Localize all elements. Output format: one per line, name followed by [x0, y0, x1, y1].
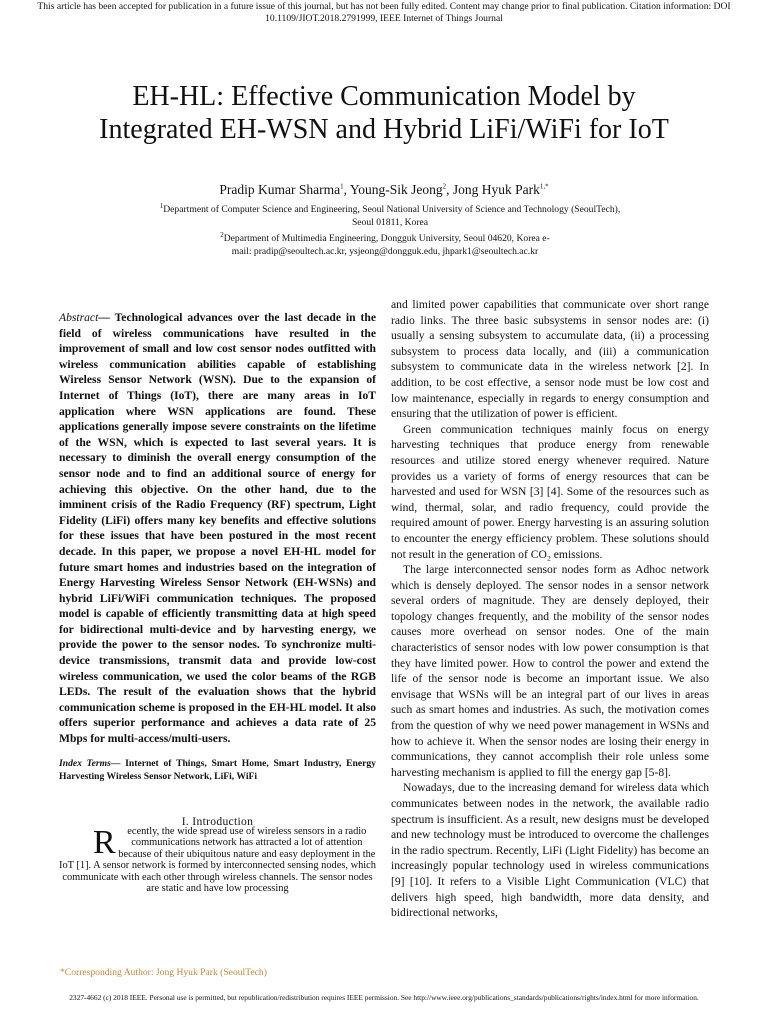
abstract-text: — Technological advances over the last decade in the field of wireless communications have resulted in the improvement of small and low cost sensor nodes outfitted with wireless communication abilities capable of establishing Wireless Sensor Network (WSN). Due to the expansion of Internet of Things (IoT), there are many areas in IoT application where WSN applications are found. These applications generally impose severe constraints on the lifetime of the WSN, which is expected to last several years. It is necessary to diminish the overall energy consumption of the sensor node and to find an additional source of energy for achieving this objective. On the other hand, due to the imminent crisis of the Radio Frequency (RF) spectrum, Light Fidelity (LiFi) offers many key benefits and effective solutions for these issues that have been postured in the most recent decade. In this paper, we propose a novel EH-HL model for future smart homes and industries based on the integration of Energy Harvesting Wireless Sensor Network (EH-WSNs) and hybrid LiFi/WiFi communication techniques. The proposed model is capable of efficiently transmitting data at high speed for bidirectional multi-device and by harvesting energy, we provide the power to the sensor nodes. To synchronize multi-device transmissions, transmit data and provide low-cost wireless communication, we used the color beams of the RGB LEDs. The result of the evaluation shows that the hybrid communication scheme is proposed in the EH-HL model. It also offers superior performance and achieves a data rate of 25 Mbps for multi-access/multi-users.: [59, 311, 376, 746]
abstract: [59, 310, 376, 747]
corresponding-author-note: *Corresponding Author: Jong Hyuk Park (SeoulTech): [60, 967, 267, 978]
affiliation-2-marker: 2: [220, 230, 224, 239]
author-1-affil: 1: [340, 182, 344, 191]
introduction-paragraph: [59, 826, 376, 894]
affiliation-1-line1: Department of Computer Science and Engineering, Seoul National University of Science and Technology (SeoulTech),: [163, 204, 621, 215]
drop-cap: R: [93, 824, 116, 861]
body-paragraph: and limited power capabilities that communicate over short range radio links. The three basic subsystems in sensor nodes are: (i) usually a sensing subsystem to accumulate data, (ii) a processing subsystem to process data locally, and (iii) a communication subsystem to communicate data in the wireless network [2]. In addition, to be cost effective, a sensor node must be low cost and low maintenance, especially in regards to energy consumption and ensuring that the utilization of power is efficient.: [391, 298, 709, 421]
paper-title: [0, 80, 768, 146]
body-paragraph: Nowadays, due to the increasing demand for wireless data which communicates between nodes in the network, the available radio spectrum is insufficient. As a result, new designs must be developed and new technology must be introduced to overcome the challenges in the radio spectrum. Recently, LiFi (Light Fidelity) has become an increasingly popular technology used in wireless communications [9] [10]. It refers to a Visible Light Communication (VLC) that delivers high speed, high bandwidth, more data density, and bidirectional networks,: [391, 781, 709, 920]
index-terms: [59, 758, 376, 784]
publication-notice: [0, 1, 768, 25]
copyright-footer: 2327-4662 (c) 2018 IEEE. Personal use is permitted, but republication/redistribution requires IEEE permission. See http://www.ieee.org/publications_standards/publications/rights/index.html for more information.: [69, 993, 699, 1002]
body-paragraph: The large interconnected sensor nodes form as Adhoc network which is densely deployed. The sensor nodes in a sensor network several orders of magnitude. They are densely deployed, their topology changes frequently, and the mobility of the sensor nodes causes more overhead on sensor nodes. One of the main characteristics of sensor nodes with low power consumption is that they have limited power. How to control the power and extend the life of the sensor node is become an important issue. We also envisage that WSNs will be an integral part of our lives in areas such as smart homes and industries. As such, the motivation comes from the question of why we need power management in WSNs and how to achieve it. When the sensor nodes are losing their energy in communications, they cannot accomplish their role unless some harvesting mechanism is applied to fill the energy gap [5-8].: [391, 563, 709, 779]
publication-notice-line1: This article has been accepted for publication in a future issue of this journal, but has not been fully edited. Content may change prior to final publication. Citation information: DOI: [37, 1, 731, 12]
affiliation-2-line1: Department of Multimedia Engineering, Dongguk University, Seoul 04620, Korea e-: [223, 233, 550, 244]
affiliation-2: [190, 232, 580, 258]
author-2: , Young-Sik Jeong: [343, 182, 443, 197]
paper-title-line1: EH-HL: Effective Communication Model by: [132, 81, 636, 112]
publication-notice-line2: 10.1109/JIOT.2018.2791999, IEEE Internet of Things Journal: [265, 13, 503, 24]
author-list: [0, 182, 768, 198]
author-3-affil: 1,*: [539, 182, 549, 191]
author-1: Pradip Kumar Sharma: [219, 182, 341, 197]
affiliation-1: [110, 203, 670, 229]
introduction-text: ecently, the wide spread use of wireless sensors in a radio communications network has attracted a lot of attention because of their ubiquitous nature and easy deployment in the IoT [1]. A sensor network is formed by interconnected sensing nodes, which communicate with each other through wireless channels. The sensor nodes are static and have low processing: [59, 826, 376, 895]
author-2-affil: 2: [442, 182, 447, 191]
body-paragraph: Green communication techniques mainly focus on energy harvesting techniques that produce energy from renewable resources and utilize stored energy whenever required. Nature provides us a variety of forms of energy resources that can be harvested and used for WSN [3] [4]. Some of the resources such as wind, thermal, solar, and radio frequency, could provide the required amount of power. Energy harvesting is an assuring solution to encounter the energy efficiency problem. These solutions should not result in the generation of CO₂ emissions.: [391, 422, 709, 561]
index-terms-text: — Internet of Things, Smart Home, Smart Industry, Energy Harvesting Wireless Sensor Network, LiFi, WiFi: [59, 758, 376, 782]
affiliation-1-marker: 1: [159, 201, 164, 210]
right-column: [391, 297, 709, 921]
affiliation-2-line2: mail: pradip@seoultech.ac.kr, ysjeong@dongguk.edu, jhpark1@seoultech.ac.kr: [231, 246, 539, 257]
affiliation-1-line2: Seoul 01811, Korea: [351, 217, 429, 228]
index-terms-label: Index Terms: [59, 758, 111, 769]
paper-title-line2: Integrated EH-WSN and Hybrid LiFi/WiFi for IoT: [99, 114, 669, 145]
section-heading-introduction: I. Introduction: [181, 815, 254, 828]
author-3: , Jong Hyuk Park: [446, 182, 540, 197]
abstract-label: Abstract: [59, 311, 99, 324]
